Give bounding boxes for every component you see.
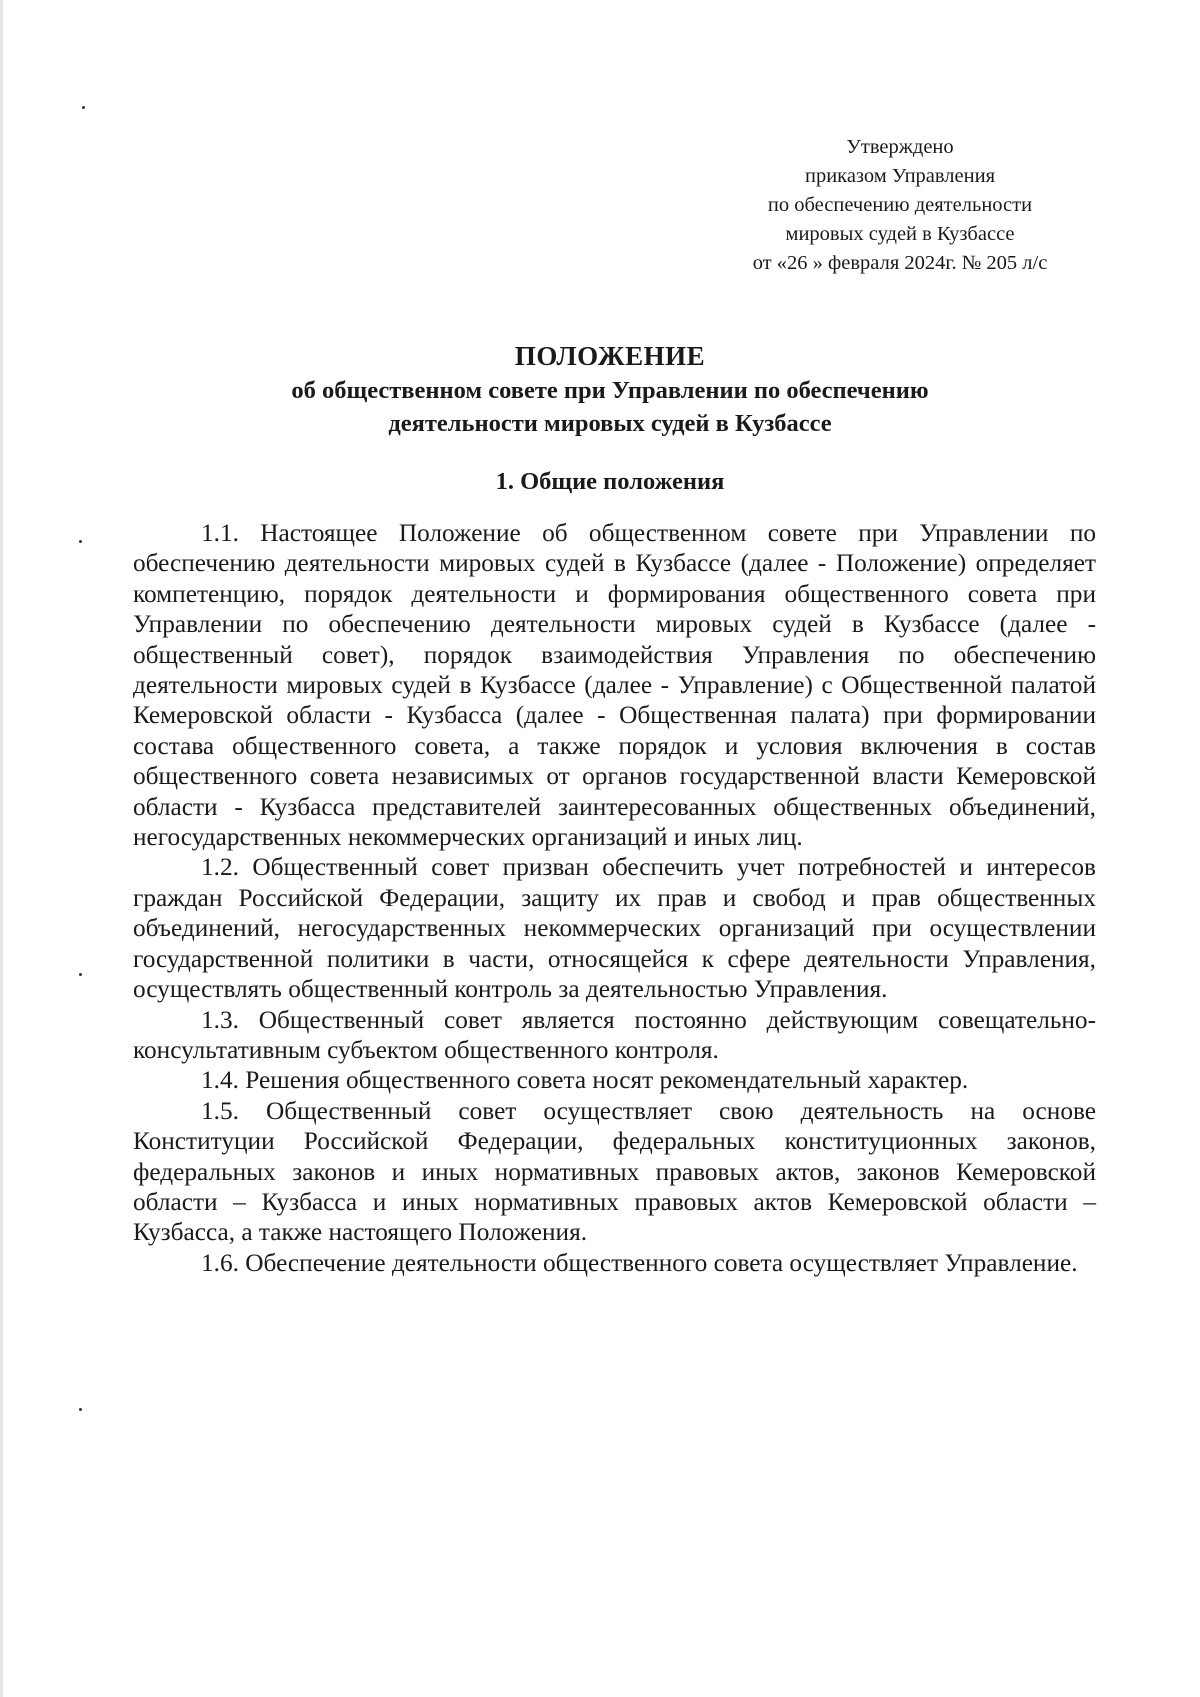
approval-line: мировых судей в Кузбассе <box>785 223 1015 245</box>
title-main: ПОЛОЖЕНИЕ <box>514 341 706 371</box>
section-body <box>133 518 1096 1278</box>
scan-speck <box>79 540 82 543</box>
approval-line: от «26 » февраля 2024г. № 205 л/с <box>752 252 1048 274</box>
paragraph-1-4: 1.4. Решения общественного совета носят рекомендательный характер. <box>201 1066 969 1095</box>
title-subtitle-line1: об общественном совете при Управлении по обеспечению <box>291 377 929 404</box>
paragraph-1-3: 1.3. Общественный совет является постоянно действующим совещательно-консультативным субъектом общественного контроля. <box>133 1005 1096 1064</box>
document-title <box>130 338 1090 440</box>
paragraph-1-5: 1.5. Общественный совет осуществляет свою деятельность на основе Конституции Российской Федерации, федеральных конституционных законов, федеральных законов и иных нормативных правовых актов, законов Кемеровской области – Кузбасса и иных нормативных правовых актов Кемеровской области – Кузбасса, а также настоящего Положения. <box>133 1096 1096 1247</box>
paragraph-1-6: 1.6. Обеспечение деятельности общественного совета осуществляет Управление. <box>201 1248 1078 1277</box>
scan-speck <box>79 973 82 976</box>
approval-line: Утверждено <box>846 136 954 158</box>
title-subtitle-line2: деятельности мировых судей в Кузбассе <box>388 410 832 437</box>
approval-stamp-block <box>725 133 1075 278</box>
approval-line: приказом Управления <box>804 165 995 187</box>
paragraph-1-2: 1.2. Общественный совет призван обеспечить учет потребностей и интересов граждан Российской Федерации, защиту их прав и свобод и прав общественных объединений, негосударственных некоммерческих организаций при осуществлении государственной политики в части, относящейся к сфере деятельности Управления, осуществлять общественный контроль за деятельностью Управления. <box>133 853 1096 1004</box>
paragraph-1-1: 1.1. Настоящее Положение об общественном совете при Управлении по обеспечению деятельности мировых судей в Кузбассе (далее - Положение) определяет компетенцию, порядок деятельности и формирования общественного совета при Управлении по обеспечению деятельности мировых судей в Кузбассе (далее - общественный совет), порядок взаимодействия Управления по обеспечению деятельности мировых судей в Кузбассе (далее - Управление) с Общественной палатой Кемеровской области - Кузбасса (далее - Общественная палата) при формировании состава общественного совета, а также порядок и условия включения в состав общественного совета независимых от органов государственной власти Кемеровской области - Кузбасса представителей заинтересованных общественных объединений, негосударственных некоммерческих организаций и иных лиц. <box>133 519 1096 852</box>
approval-line: по обеспечению деятельности <box>767 194 1033 216</box>
section-heading: 1. Общие положения <box>495 468 725 495</box>
scan-speck <box>79 1408 82 1411</box>
scan-speck <box>82 106 85 109</box>
scan-edge <box>0 0 3 1697</box>
